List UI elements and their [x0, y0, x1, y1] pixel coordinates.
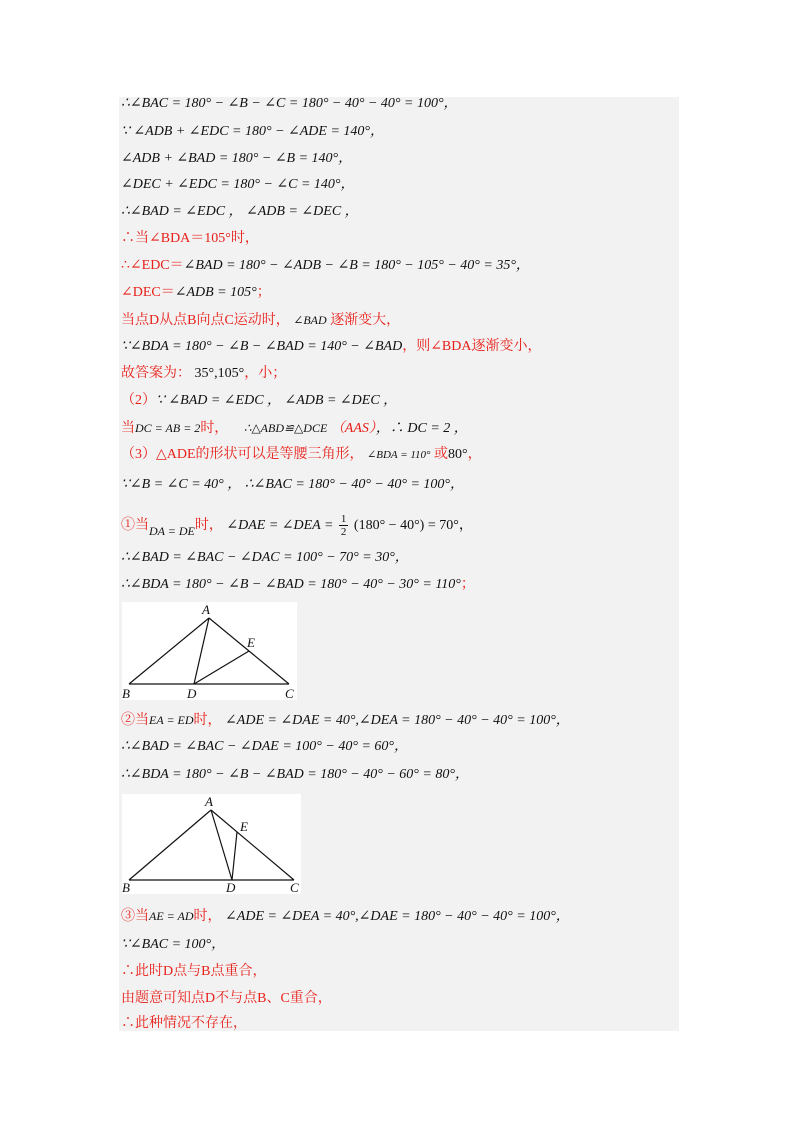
triangle-diagram-2 — [122, 794, 301, 894]
line-8-math: ∠ADB = 105° — [174, 285, 257, 300]
line-9-end: 逐渐变大， — [330, 313, 401, 328]
line-14-end: ， — [467, 447, 482, 462]
label-e-2: E — [240, 819, 248, 834]
line-13 — [121, 417, 468, 439]
line-19-red: ②当 — [121, 713, 149, 728]
line-16-end: (180° − 40°) = 70°， — [353, 518, 473, 533]
line-26: ∴此种情况不存在， — [121, 1016, 247, 1031]
line-10-red: ，则∠BDA逐渐变小， — [402, 339, 542, 354]
line-16-math: DA = DE — [149, 524, 195, 538]
line-19-when: 时， — [193, 713, 222, 728]
segment-ac-2 — [211, 810, 294, 880]
line-13-congruent: ∴△ABD≌△DCE — [243, 421, 328, 435]
label-c-2: C — [290, 880, 299, 894]
line-13-red: 当 — [121, 421, 135, 436]
line-10 — [121, 336, 542, 358]
line-14-or: 或 — [433, 447, 448, 462]
line-23: ∵∠BAC = 100°， — [121, 937, 226, 952]
line-18-end: ； — [460, 577, 475, 592]
line-6: ∴当∠BDA＝105°时， — [121, 231, 259, 246]
segment-ad-2 — [211, 810, 232, 880]
line-22-eq: ∠ADE = ∠DEA = 40°,∠DAE = 180° − 40° − 40° = 100°， — [225, 909, 570, 924]
line-11 — [121, 363, 286, 385]
line-13-end: ，∴ DC = 2 ， — [375, 421, 468, 436]
segment-ab — [129, 618, 209, 684]
line-22-red: ③当 — [121, 909, 149, 924]
line-11-end: ，小； — [244, 366, 287, 381]
line-13-when: 时， — [200, 421, 229, 436]
line-12-red: （2） — [121, 393, 156, 408]
line-12-math: ∵ ∠BAD = ∠EDC ， ∠ADB = ∠DEC ， — [156, 393, 398, 408]
triangle-figure-2 — [122, 794, 301, 894]
line-4: ∠DEC + ∠EDC = 180° − ∠C = 140°， — [121, 177, 355, 192]
line-9-red: 当点D从点B向点C运动时， — [121, 313, 290, 328]
line-16 — [121, 508, 473, 542]
label-b-2: B — [122, 880, 130, 894]
line-18-math: ∴∠BDA = 180° − ∠B − ∠BAD = 180° − 40° − 30° = 110° — [121, 577, 461, 592]
fraction-numerator: 1 — [340, 513, 347, 526]
line-18 — [121, 574, 475, 596]
line-9 — [121, 309, 400, 331]
triangle-diagram-1 — [122, 602, 297, 700]
line-21: ∴∠BDA = 180° − ∠B − ∠BAD = 180° − 40° − 60° = 80°， — [121, 767, 469, 782]
line-14-red: （3）△ADE的形状可以是等腰三角形， — [121, 447, 364, 462]
line-19 — [121, 709, 570, 731]
line-14 — [121, 444, 482, 466]
line-11-math: 35°,105° — [194, 366, 245, 381]
line-19-math: EA = ED — [149, 713, 194, 727]
line-14-value: 80° — [447, 447, 468, 462]
line-2: ∵ ∠ADB + ∠EDC = 180° − ∠ADE = 140°， — [121, 124, 385, 139]
line-5: ∴∠BAD = ∠EDC ， ∠ADB = ∠DEC ， — [121, 204, 359, 219]
line-7-red: ∴∠EDC＝ — [121, 258, 184, 273]
line-7-math: ∠BAD = 180° − ∠ADB − ∠B = 180° − 105° − 40° = 35°， — [183, 258, 530, 273]
line-7 — [121, 255, 530, 277]
line-25: 由题意可知点D不与点B、C重合， — [121, 991, 332, 1006]
line-9-math: ∠BAD — [293, 313, 327, 327]
line-13-aas: （AAS） — [330, 421, 376, 436]
label-a-2: A — [205, 794, 213, 809]
line-22-when: 时， — [193, 909, 222, 924]
fraction-denominator: 2 — [340, 526, 347, 539]
line-10-math: ∵∠BDA = 180° − ∠B − ∠BAD = 140° − ∠BAD — [121, 339, 403, 354]
segment-ab-2 — [129, 810, 211, 880]
line-12 — [121, 390, 397, 412]
segment-de — [194, 651, 249, 684]
line-16-when: 时， — [194, 518, 223, 533]
line-11-red: 故答案为： — [121, 366, 191, 381]
segment-de-2 — [232, 832, 237, 880]
line-14-angle: ∠BDA = 110° — [367, 449, 431, 461]
label-d-2: D — [226, 880, 236, 894]
label-c: C — [285, 686, 294, 700]
line-15: ∵∠B = ∠C = 40° ， ∴∠BAC = 180° − 40° − 40° = 100°， — [121, 477, 465, 492]
line-17: ∴∠BAD = ∠BAC − ∠DAC = 100° − 70° = 30°， — [121, 550, 409, 565]
label-d: D — [187, 686, 197, 700]
line-3: ∠ADB + ∠BAD = 180° − ∠B = 140°， — [121, 151, 353, 166]
label-b: B — [122, 686, 130, 700]
line-8 — [121, 282, 271, 304]
line-16-red: ①当 — [121, 518, 149, 533]
line-1: ∴∠BAC = 180° − ∠B − ∠C = 180° − 40° − 40° = 100°， — [121, 96, 458, 111]
line-13-math: DC = AB = 2 — [135, 421, 201, 435]
line-20: ∴∠BAD = ∠BAC − ∠DAE = 100° − 40° = 60°， — [121, 739, 408, 754]
line-8-red: ∠DEC＝ — [121, 285, 175, 300]
line-22-math: AE = AD — [149, 909, 194, 923]
label-e: E — [247, 635, 255, 650]
line-8-end: ； — [256, 285, 271, 300]
fraction-half — [339, 513, 349, 538]
line-19-eq: ∠ADE = ∠DAE = 40°,∠DEA = 180° − 40° − 40° = 100°， — [225, 713, 570, 728]
triangle-figure-1 — [122, 602, 297, 700]
line-24: ∴此时D点与B点重合， — [121, 964, 267, 979]
line-16-eq: ∠DAE = ∠DEA = — [226, 518, 334, 533]
label-a: A — [202, 602, 210, 617]
line-22 — [121, 905, 570, 927]
